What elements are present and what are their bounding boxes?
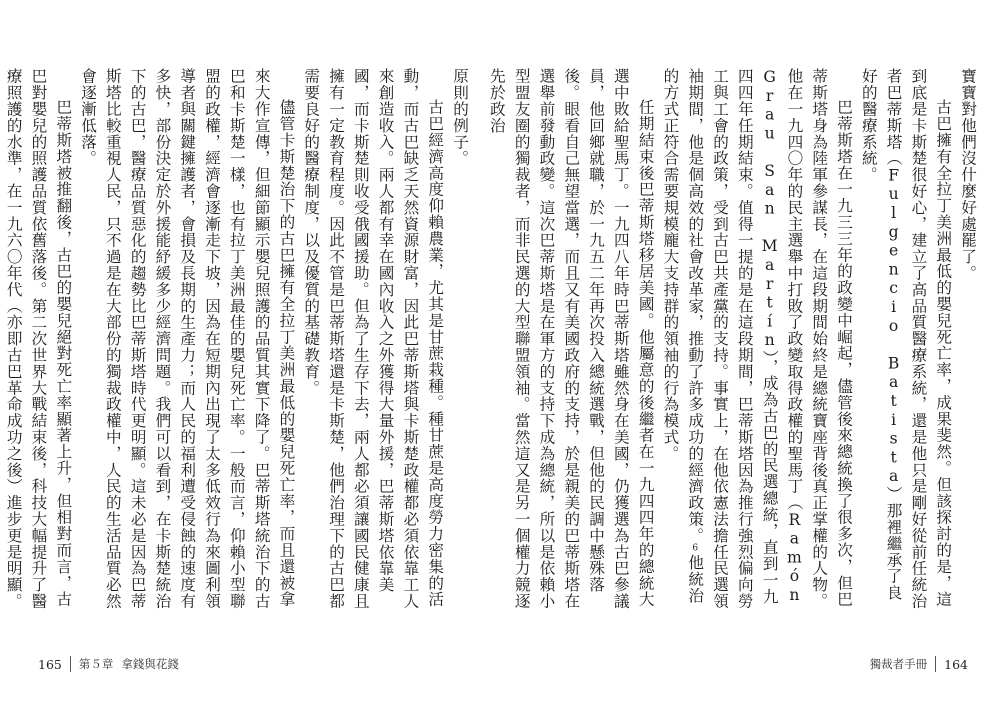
right-page — [487, 0, 1000, 710]
paragraph: 古巴經濟高度仰賴農業，尤其是甘蔗栽種。種甘蔗是高度勞力密集的活動，而古巴缺乏天然資源財富，因此巴蒂斯塔與卡斯楚政權都必須依靠工人來創造收入。兩人都有幸在國內收入之外獲得大量外援，巴蒂斯塔依靠美國，而卡斯楚則收受俄國援助。但為了生存下去，兩人都必須讓國民健康且擁有一定教育程度。因此不管是巴蒂斯塔還是卡斯楚，他們治理下的古巴都需要良好的醫療制度，以及優質的基礎教育。 — [302, 68, 445, 610]
running-title: 拿錢與花錢 — [121, 657, 179, 671]
right-page-body-text — [487, 68, 980, 616]
footer-divider — [935, 656, 936, 672]
paragraph: 古巴擁有全拉丁美洲最低的嬰兒死亡率，成果斐然。但該探討的是，這到底是卡斯楚很好心，建立了高品質醫療系統，還是他只是剛好從前任統治者巴蒂斯塔（Fulgencio Batista）那裡繼承了良好的醫療系統。 — [859, 68, 953, 610]
paragraph: 寶寶對他們沒什麼好處罷了。 — [959, 68, 977, 282]
paragraph: 任期結束後巴蒂斯塔移居美國。他屬意的後繼者在一九四四年的總統大選中敗給聖馬丁。一九四八年時巴蒂斯塔雖然身在美國，仍獲選為古巴參議員，他回鄉就職，於一九五二年再次投入總統選戰，但他的民調中懸殊落後。眼看自己無望當選，而且又有美國政府的支持，於是親美的巴蒂斯塔在選舉前發動政變。這次巴蒂斯塔是在軍方的支持下成為總統，所以是依賴小型盟友圈的獨裁者，而非民選的大型聯盟領袖。當然這又是另一個權力競逐先於政治 — [487, 68, 655, 610]
running-title: 獨裁者手冊 — [869, 657, 928, 671]
paragraph: 原則的例子。 — [451, 68, 469, 167]
left-page-body-text — [4, 68, 472, 616]
paragraph-text: 他統治的方式正符合需要規模龐大支持群的領袖的行為模式。 — [661, 68, 705, 604]
paragraph: 儘管卡斯楚治下的古巴擁有全拉丁美洲最低的嬰兒死亡率，而且還被拿來大作宣傳，但細節顯示嬰兒照護的品質其實下降了。巴蒂斯塔統治下的古巴和卡斯楚一樣，也有拉丁美洲最佳的嬰兒死亡率。一般而言，仰賴小型聯盟的政權，經濟會逐漸走下坡，因為在短期內出現了太多低效行為來圖利領導者與關鍵擁護者，會損及長期的生產力；而人民的福利遭受侵蝕的速度有多快，部份決定於外援能紓緩多少經濟問題。我們可以看到，在卡斯楚統治下的古巴，醫療品質惡化的趨勢比巴蒂斯塔時代更明顯。這未必是因為巴蒂斯塔比較重視人民，只不過是在大部份的獨裁政權中，人民的生活品質必然會逐漸低落。 — [79, 68, 296, 610]
left-page-footer — [38, 654, 179, 674]
paragraph — [658, 68, 856, 616]
right-page-footer — [870, 654, 968, 674]
page-number: 165 — [38, 656, 62, 672]
footnote-marker: 6 — [690, 543, 701, 555]
page-number: 164 — [944, 656, 968, 672]
paragraph-text: 巴蒂斯塔在一九三三年的政變中崛起，儘管後來總統換了很多次，但巴蒂斯塔身為陸軍參謀長，在這段期間始終是總統寶座背後真正掌權的人物。他在一九四〇年的民主選舉中打敗了政變取得政權的聖馬丁（Ramón Grau San Martín），成為古巴的民選總統，直到一九四四年任期結束。值得一提的是在這段期間，巴蒂斯塔因為推行強烈偏向勞工與工會的政策，受到古巴共產黨的支持。事實上，在他依憲法擔任民選領袖期間，他是個高效的社會改革家，推動了許多成功的經濟政策。 — [686, 68, 854, 610]
paragraph: 巴蒂斯塔被推翻後，古巴的嬰兒絕對死亡率顯著上升，但相對而言，古巴對嬰兒的照護品質依舊落後。第二次世界大戰結束後，科技大幅提升了醫療照護的水準，在一九六〇年代（亦即古巴革命成功之後）進步更是明顯。 — [4, 68, 73, 610]
chapter-label: 第５章 — [78, 657, 114, 671]
footer-divider — [70, 656, 71, 672]
